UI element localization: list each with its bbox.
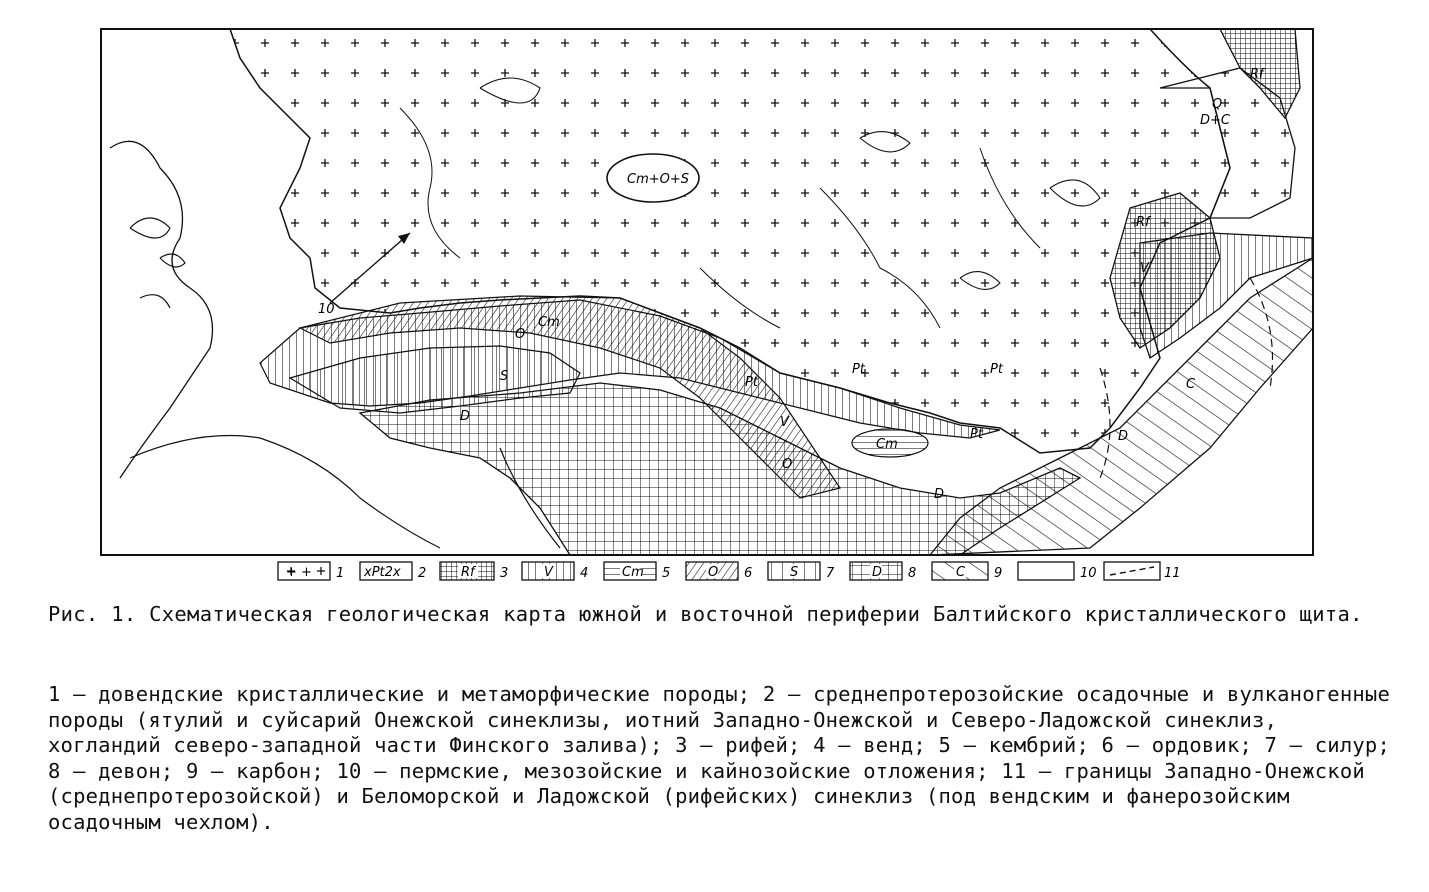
label-v-east: V (1140, 261, 1149, 276)
label-d-west: D (460, 409, 471, 424)
legend-num-3: 3 (500, 566, 509, 581)
label-d-c: D+C (1200, 113, 1230, 128)
label-d-mid: D (934, 487, 945, 502)
legend-symbol-3: Rf (461, 565, 475, 580)
label-rf-top: Rf (1250, 67, 1264, 82)
legend-symbol-4: V (544, 565, 553, 580)
legend-num-10: 10 (1080, 566, 1097, 581)
legend-item-2 (360, 562, 426, 581)
label-o-mid: O (782, 457, 793, 472)
label-pt-1: Pt (745, 375, 758, 390)
legend-symbol-1: + + (286, 565, 312, 580)
legend-item-9 (932, 562, 1002, 581)
label-o-west: O (515, 327, 526, 342)
legend-item-10 (1018, 562, 1097, 581)
legend-num-5: 5 (662, 566, 671, 581)
legend-item-5 (604, 562, 670, 581)
legend-num-8: 8 (908, 566, 917, 581)
legend-num-11: 11 (1164, 566, 1181, 581)
legend-item-6 (686, 562, 752, 581)
legend-item-8 (850, 562, 916, 581)
legend-item-4 (522, 562, 588, 581)
legend-item-1 (278, 562, 344, 581)
legend-item-7 (768, 562, 835, 581)
legend-item-11 (1104, 562, 1181, 581)
legend-symbol-9: C (956, 565, 966, 580)
label-arrow-10: 10 (318, 302, 335, 317)
label-s-west: S (500, 369, 509, 384)
figure-caption: Рис. 1. Схематическая геологическая карта южной и восточной периферии Балтийского кристаллического щита. (48, 602, 1363, 626)
label-cm-o-s: Cm+O+S (627, 172, 690, 187)
label-d-east: D (1118, 429, 1129, 444)
geological-map (100, 28, 1314, 556)
legend-symbol-5: Cm (622, 565, 644, 580)
label-c-east: C (1186, 377, 1196, 392)
label-pt-2: Pt (852, 362, 865, 377)
label-cm-mid: Cm (876, 437, 898, 452)
legend-symbol-8: D (872, 565, 883, 580)
legend-num-9: 9 (994, 566, 1003, 581)
legend-num-7: 7 (826, 566, 835, 581)
label-pt-4: Pt (970, 427, 983, 442)
label-q: Q (1212, 97, 1223, 112)
legend-num-4: 4 (580, 566, 589, 581)
map-legend (276, 556, 1236, 586)
legend-symbol-7: S (790, 565, 799, 580)
label-cm-west: Cm (538, 315, 560, 330)
label-rf-east: Rf (1136, 215, 1150, 230)
legend-swatch-10 (1018, 562, 1074, 580)
label-pt-3: Pt (990, 362, 1003, 377)
legend-num-2: 2 (418, 566, 427, 581)
legend-symbol-2: xPt2x (364, 565, 401, 580)
legend-symbol-6: O (708, 565, 719, 580)
legend-num-1: 1 (336, 566, 345, 581)
legend-description: 1 – довендские кристаллические и метаморфические породы; 2 – среднепротерозойские осадочные и вулканогенные породы (ятулий и суйсарий Онежской синеклизы, иотний Западно-Онежской и Северо-Ладожской синеклиз, хогландий северо-западной части Финского залива); 3 – рифей; 4 – венд; 5 – кембрий; 6 – ордовик; 7 – силур; 8 – девон; 9 – карбон; 10 – пермские, мезозойские и кайнозойские отложения; 11 – границы Западно-Онежской (среднепротерозойской) и Беломорской и Ладожской (рифейских) синеклиз (под вендским и фанерозойским осадочным чехлом). (48, 682, 1390, 834)
label-v-mid: V (780, 415, 789, 430)
legend-item-3 (440, 562, 508, 581)
legend-num-6: 6 (744, 566, 753, 581)
